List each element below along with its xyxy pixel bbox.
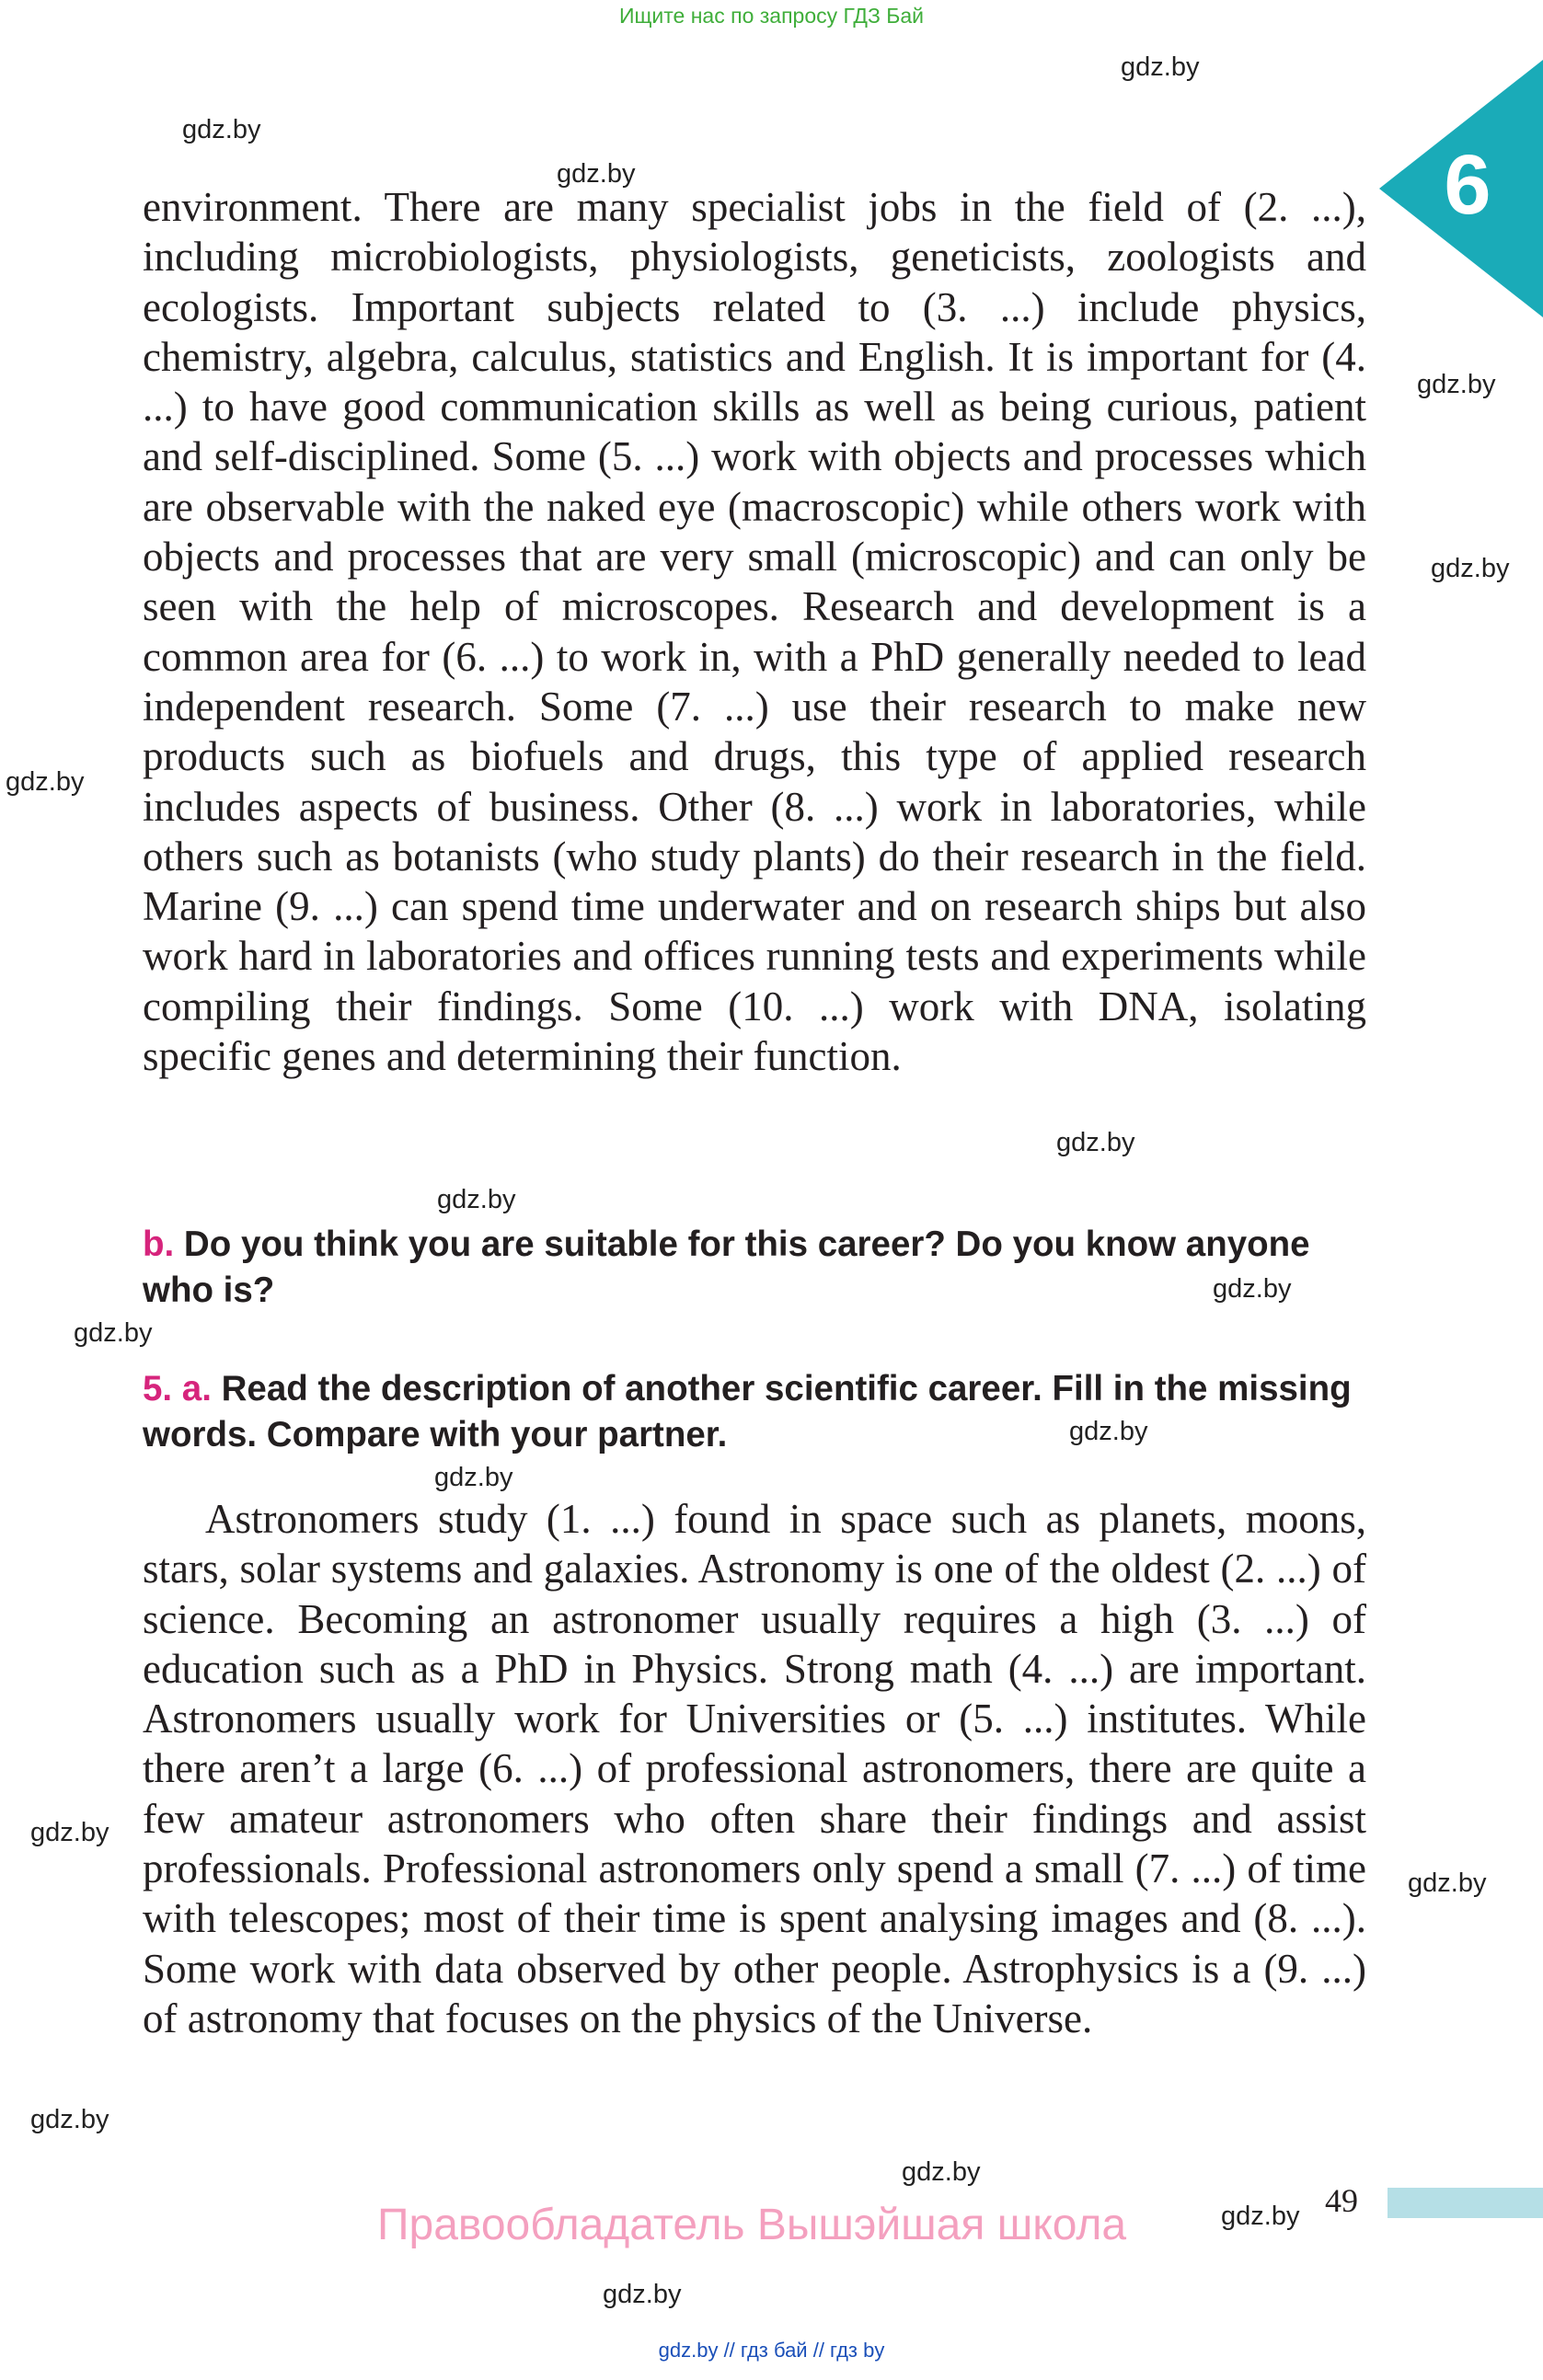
watermark: gdz.by [1213,1274,1292,1304]
watermark: gdz.by [6,767,85,797]
watermark: gdz.by [437,1185,516,1214]
watermark: gdz.by [1221,2202,1300,2231]
career-description-text: environment. There are many specialist jobs in the field of (2. ...), including microbiologists, physiologists, geneticists, zoologists and ecologists. Important subjects related to (3. ...) include physics, chemistry, algebra, calculus, statistics and English. It is important for (4. ...) to have good communication skills as well as being curious, patient and self-disciplined. Some (5. ...) work with objects and processes which are observable with the naked eye (macroscopic) while others work with objects and processes that are very small (microscopic) and can only be seen with the help of microscopes. Research and development is a common area for (6. ...) to work in, with a PhD generally needed to lead independent research. Some (7. ...) use their research to make new products such as biofuels and drugs, this type of applied research includes aspects of business. Other (8. ...) work in laboratories, while others such as botanists (who study plants) do their research in the field. Marine (9. ...) can spend time underwater and on research ships but also work hard in laboratories and offices running tests and experiments while compiling their findings. Some (10. ...) work with DNA, isolating specific genes and determining their function. [143,184,1366,1080]
top-banner: Ищите нас по запросу ГДЗ Бай [618,4,925,28]
watermark: gdz.by [30,2105,109,2134]
watermark: gdz.by [902,2157,981,2187]
exercise-5a-instruction-text: Read the description of another scientific career. Fill in the missing words. Compare with your partner. [143,1369,1352,1454]
watermark: gdz.by [182,115,261,144]
bottom-banner: gdz.by // гдз бай // гдз by [658,2339,885,2362]
watermark: gdz.by [1056,1128,1135,1157]
task-b-text: Do you think you are suitable for this career? Do you know anyone who is? [143,1224,1310,1310]
unit-number: 6 [1444,138,1491,232]
watermark: gdz.by [74,1318,153,1348]
astronomer-description-text: Astronomers study (1. ...) found in space such as planets, moons, stars, solar systems and galaxies. Astronomy is one of the oldest (2. ...) of science. Becoming an astronomer usually requires a high (3. ...) of education such as a PhD in Physics. Strong math (4. ...) are important. Astronomers usually work for Universities or (5. ...) institutes. While there aren’t a large (6. ...) of professional astronomers, there are quite a few amateur astronomers who often share their findings and assist professionals. Professional astronomers only spend a small (7. ...) of time with telescopes; most of their time is spent analysing images and (8. ...). Some work with data observed by other people. Astrophysics is a (9. ...) of astronomy that focuses on the physics of the Universe. [143,1496,1366,2041]
watermark: gdz.by [434,1463,513,1492]
watermark: gdz.by [1408,1868,1487,1898]
exercise-5a-instruction [143,1366,1366,1458]
watermark: gdz.by [30,1818,109,1847]
watermark: gdz.by [1417,370,1496,399]
watermark: gdz.by [1121,52,1200,82]
task-b-question [143,1222,1366,1314]
page-number: 49 [1325,2182,1358,2219]
watermark: gdz.by [1069,1417,1148,1446]
watermark: gdz.by [1431,554,1510,583]
watermark: gdz.by [557,159,636,189]
watermark: gdz.by [603,2280,682,2309]
exercise-5a-marker: 5. a. [143,1369,212,1408]
page-number-bar [1388,2188,1543,2218]
publisher-note: Правообладатель Вышэйшая школа [377,2201,1127,2249]
task-b-marker: b. [143,1224,175,1264]
